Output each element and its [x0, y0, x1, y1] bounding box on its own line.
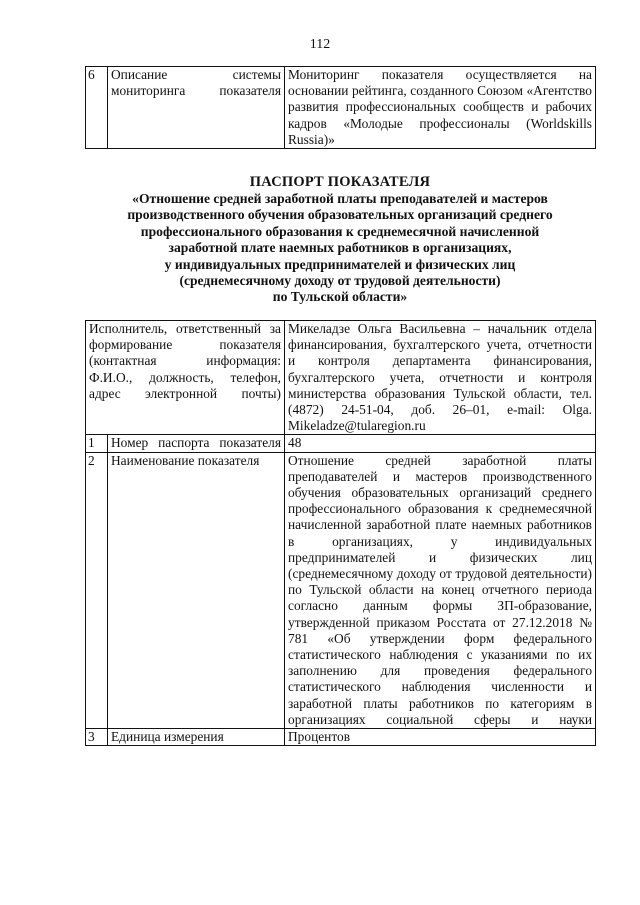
passport-heading — [85, 173, 595, 306]
table-row — [86, 729, 596, 746]
page-number: 112 — [309, 37, 331, 52]
heading-subtitle-line: (среднемесячному доходу от трудовой деятельности) — [179, 273, 501, 289]
row-number: 3 — [86, 729, 108, 746]
monitoring-table — [85, 66, 596, 149]
heading-subtitle-line: заработной плате наемных работников в организациях, — [168, 240, 512, 256]
passport-table — [85, 320, 596, 746]
row-number: 6 — [86, 67, 108, 149]
row-number: 2 — [86, 452, 108, 728]
table-row — [86, 452, 596, 728]
row-value: Отношение средней заработной платы преподавателей и мастеров производственного обучения образовательных организаций среднего профессионального образования к среднемесячной начисленной заработной плате наемных работников в организациях, у индивидуальных предпринимателей и физических лиц (среднемесячному доходу от трудовой деятельности) по Тульской области на конец отчетного периода согласно данным формы ЗП-образование, утвержденной приказом Росстата от 27.12.2018 № 781 «Об утверждении форм федерального статистического наблюдения с указаниями по их заполнению для проведения федерального статистического наблюдения численности и заработной платы работников по категориям в организациях социальной сферы и науки — [285, 452, 596, 728]
table-row — [86, 435, 596, 452]
row-label: Наименование показателя — [108, 452, 285, 728]
heading-subtitle-line: по Тульской области» — [272, 289, 408, 305]
row-value: Мониторинг показателя осуществляется на основании рейтинга, созданного Союзом «Агентство развития профессиональных сообществ и рабочих кадров «Молодые профессионалы (Worldskills Russia)» — [285, 67, 596, 149]
executor-label: Исполнитель, ответственный за формирование показателя (контактная информация: Ф.И.О., должность, телефон, адрес электронной почты) — [86, 321, 285, 435]
heading-subtitle-line: профессионального образования к среднемесячной начисленной — [140, 223, 540, 239]
heading-title: ПАСПОРТ ПОКАЗАТЕЛЯ — [249, 174, 431, 190]
table-row — [86, 321, 596, 435]
row-value: Процентов — [285, 729, 596, 746]
row-value: 48 — [285, 435, 596, 452]
row-number: 1 — [86, 435, 108, 452]
heading-subtitle-line: «Отношение средней заработной платы преподавателей и мастеров — [132, 191, 548, 206]
row-label: Единица измерения — [108, 729, 285, 746]
heading-subtitle-line: производственного обучения образовательных организаций среднего — [127, 207, 553, 223]
table-row — [86, 67, 596, 149]
heading-subtitle-line: у индивидуальных предпринимателей и физических лиц — [164, 256, 516, 272]
row-label: Описание системы мониторинга показателя — [108, 67, 285, 149]
executor-value: Микеладзе Ольга Васильевна – начальник отдела финансирования, бухгалтерского учета, отчетности и контроля департамента финансирования, бухгалтерского учета, отчетности и контроля министерства образования Тульской области, тел. (4872) 24-51-04, доб. 26–01, e-mail: Olga. Mikeladze@tularegion.ru — [285, 321, 596, 435]
row-label: Номер паспорта показателя — [108, 435, 285, 452]
